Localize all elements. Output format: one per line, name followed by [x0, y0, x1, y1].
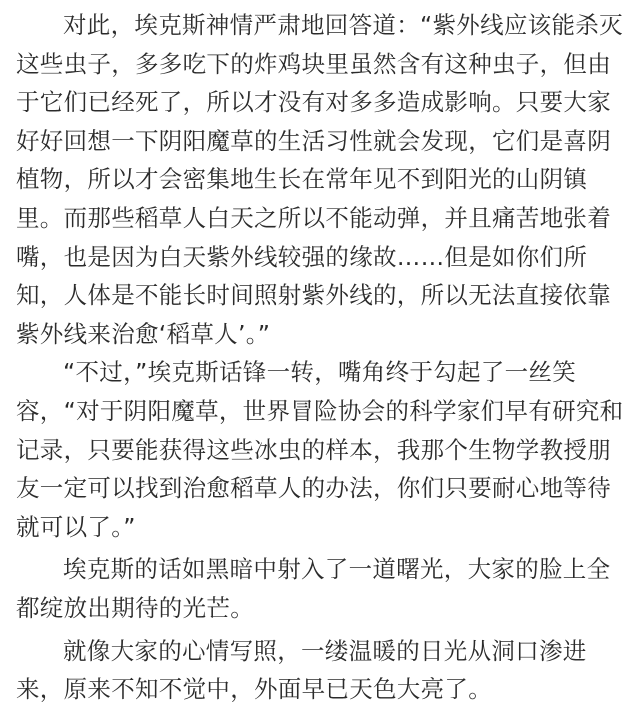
paragraph-3: 埃克斯的话如黑暗中射入了一道曙光，大家的脸上全都绽放出期待的光芒。 [16, 555, 611, 622]
paragraph-1: 对此，埃克斯神情严肃地回答道：“紫外线应该能杀灭这些虫子，多多吃下的炸鸡块里虽然含有这种虫子，但由于它们已经死了，所以才没有对多多造成影响。只要大家好好回想一下阴阳魔草的生活习性就会发现，它们是喜阴植物，所以才会密集地生长在常年见不到阳光的山阴镇里。而那些稻草人白天之所以不能动弹，并且痛苦地张着嘴，也是因为白天紫外线较强的缘故……但是如你们所知，人体是不能长时间照射紫外线的，所以无法直接依靠紫外线来治愈‘稻草人’。” [16, 11, 623, 348]
paragraph-4: 就像大家的心情写照，一缕温暖的日光从洞口渗进来，原来不知不觉中，外面早已天色大亮了。 [16, 636, 587, 704]
paragraph-2: “不过，”埃克斯话锋一转，嘴角终于勾起了一丝笑容，“对于阴阳魔草，世界冒险协会的科学家们早有研究和记录，只要能获得这些冰虫的样本，我那个生物学教授朋友一定可以找到治愈稻草人的办法，你们只要耐心地等待就可以了。” [16, 358, 624, 541]
